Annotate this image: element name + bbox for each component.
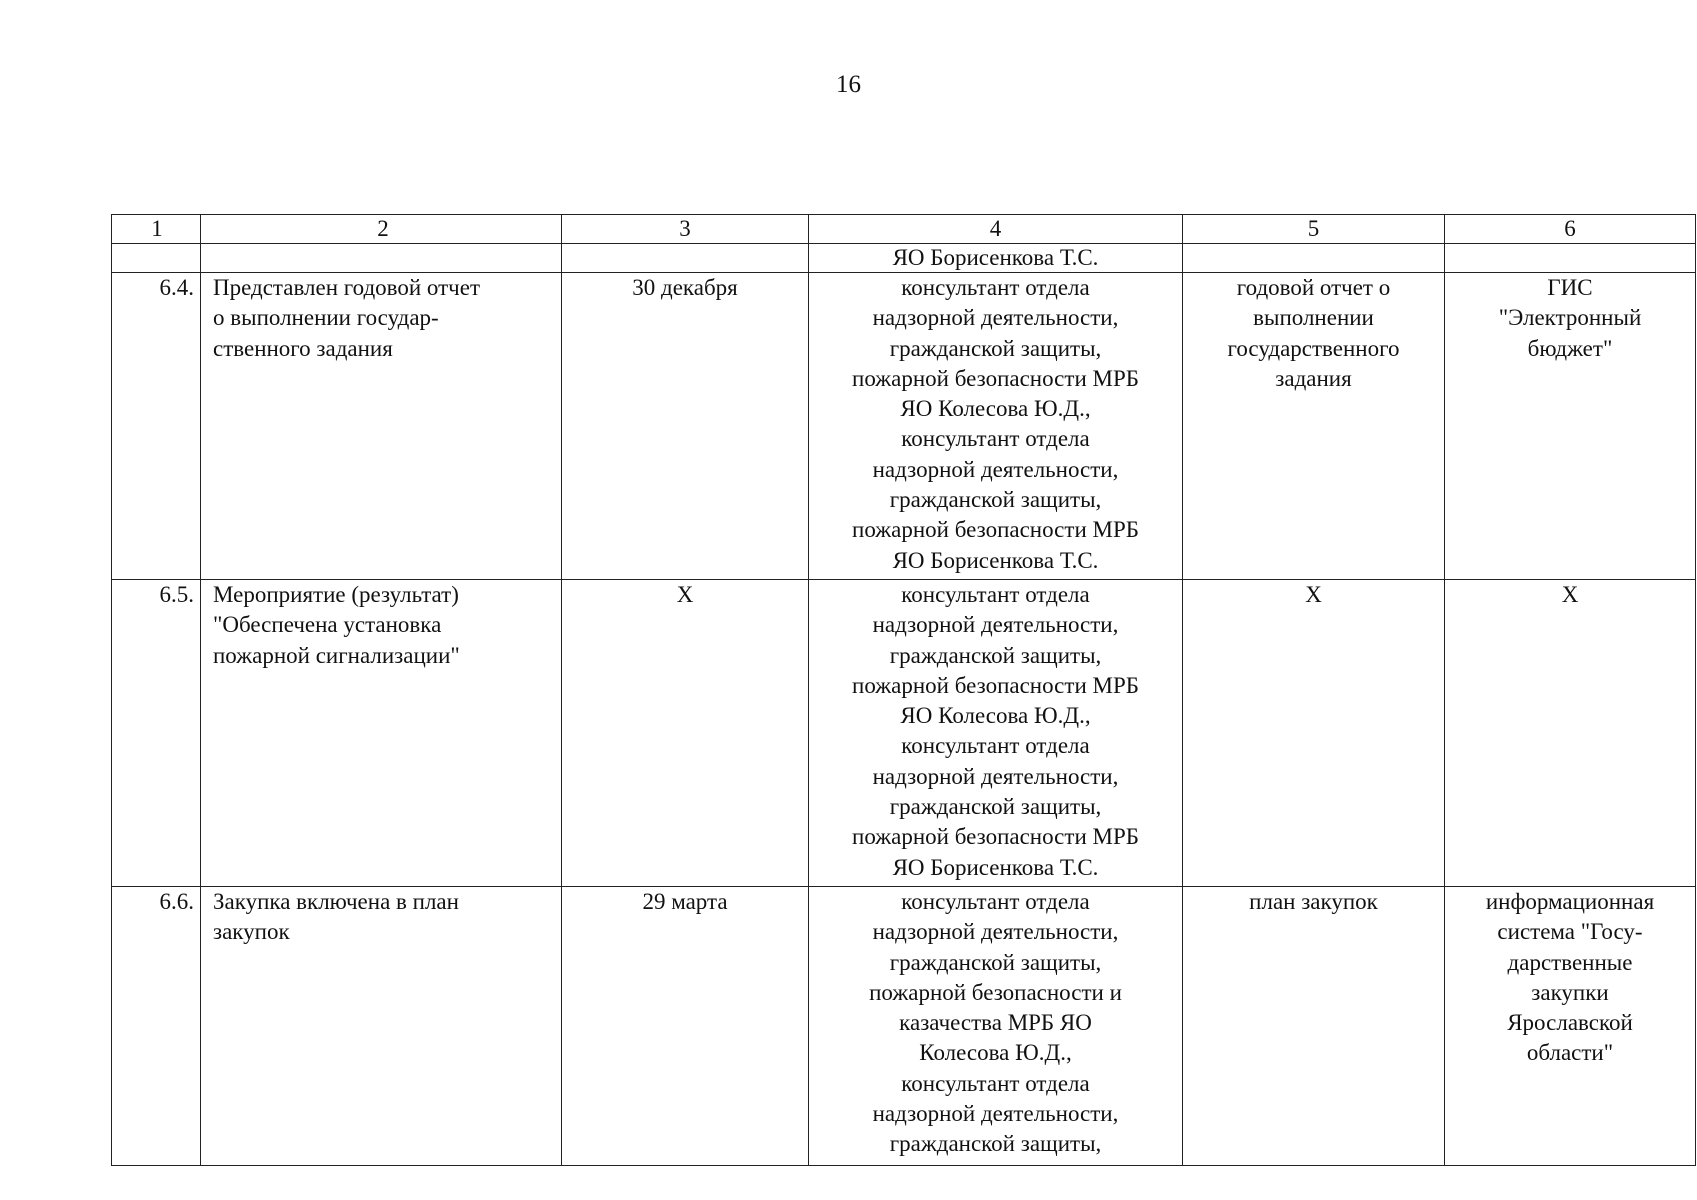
row-date-cell: 29 марта <box>562 887 809 1166</box>
row-date-cell: Х <box>562 580 809 887</box>
column-number-row <box>112 215 1696 244</box>
row-responsible-cell: консультант отдела надзорной деятельности, гражданской защиты, пожарной безопасности МРБ ЯО Колесова Ю.Д., консультант отдела надзорной деятельности, гражданской защиты, пожарной безопасности МРБ ЯО Борисенкова Т.С. <box>809 273 1183 580</box>
table-row <box>112 580 1696 887</box>
row-system-cell: Х <box>1445 580 1696 887</box>
row-number-cell <box>112 244 201 273</box>
row-system-cell: информационная система "Госу- дарственные закупки Ярославской области" <box>1445 887 1696 1166</box>
column-number-4: 4 <box>809 215 1183 244</box>
row-document-cell: Х <box>1183 580 1445 887</box>
row-document-cell: годовой отчет о выполнении государственного задания <box>1183 273 1445 580</box>
row-name-cell <box>201 244 562 273</box>
column-number-1: 1 <box>112 215 201 244</box>
row-number-cell: 6.6. <box>112 887 201 1166</box>
table-row-continuation <box>112 244 1696 273</box>
row-name-cell: Мероприятие (результат) "Обеспечена установка пожарной сигнализации" <box>201 580 562 887</box>
column-number-5: 5 <box>1183 215 1445 244</box>
plan-table <box>111 214 1696 1166</box>
row-number-cell: 6.4. <box>112 273 201 580</box>
row-responsible-cell: ЯО Борисенкова Т.С. <box>809 244 1183 273</box>
page-number: 16 <box>836 71 861 98</box>
row-name-cell: Закупка включена в план закупок <box>201 887 562 1166</box>
row-document-cell <box>1183 244 1445 273</box>
table-row <box>112 887 1696 1166</box>
table-row <box>112 273 1696 580</box>
row-responsible-cell: консультант отдела надзорной деятельности, гражданской защиты, пожарной безопасности и казачества МРБ ЯО Колесова Ю.Д., консультант отдела надзорной деятельности, гражданской защиты, <box>809 887 1183 1166</box>
row-number-cell: 6.5. <box>112 580 201 887</box>
row-document-cell: план закупок <box>1183 887 1445 1166</box>
row-responsible-cell: консультант отдела надзорной деятельности, гражданской защиты, пожарной безопасности МРБ ЯО Колесова Ю.Д., консультант отдела надзорной деятельности, гражданской защиты, пожарной безопасности МРБ ЯО Борисенкова Т.С. <box>809 580 1183 887</box>
row-system-cell: ГИС "Электронный бюджет" <box>1445 273 1696 580</box>
column-number-6: 6 <box>1445 215 1696 244</box>
row-name-cell: Представлен годовой отчет о выполнении государ- ственного задания <box>201 273 562 580</box>
column-number-2: 2 <box>201 215 562 244</box>
row-system-cell <box>1445 244 1696 273</box>
row-date-cell <box>562 244 809 273</box>
row-date-cell: 30 декабря <box>562 273 809 580</box>
column-number-3: 3 <box>562 215 809 244</box>
